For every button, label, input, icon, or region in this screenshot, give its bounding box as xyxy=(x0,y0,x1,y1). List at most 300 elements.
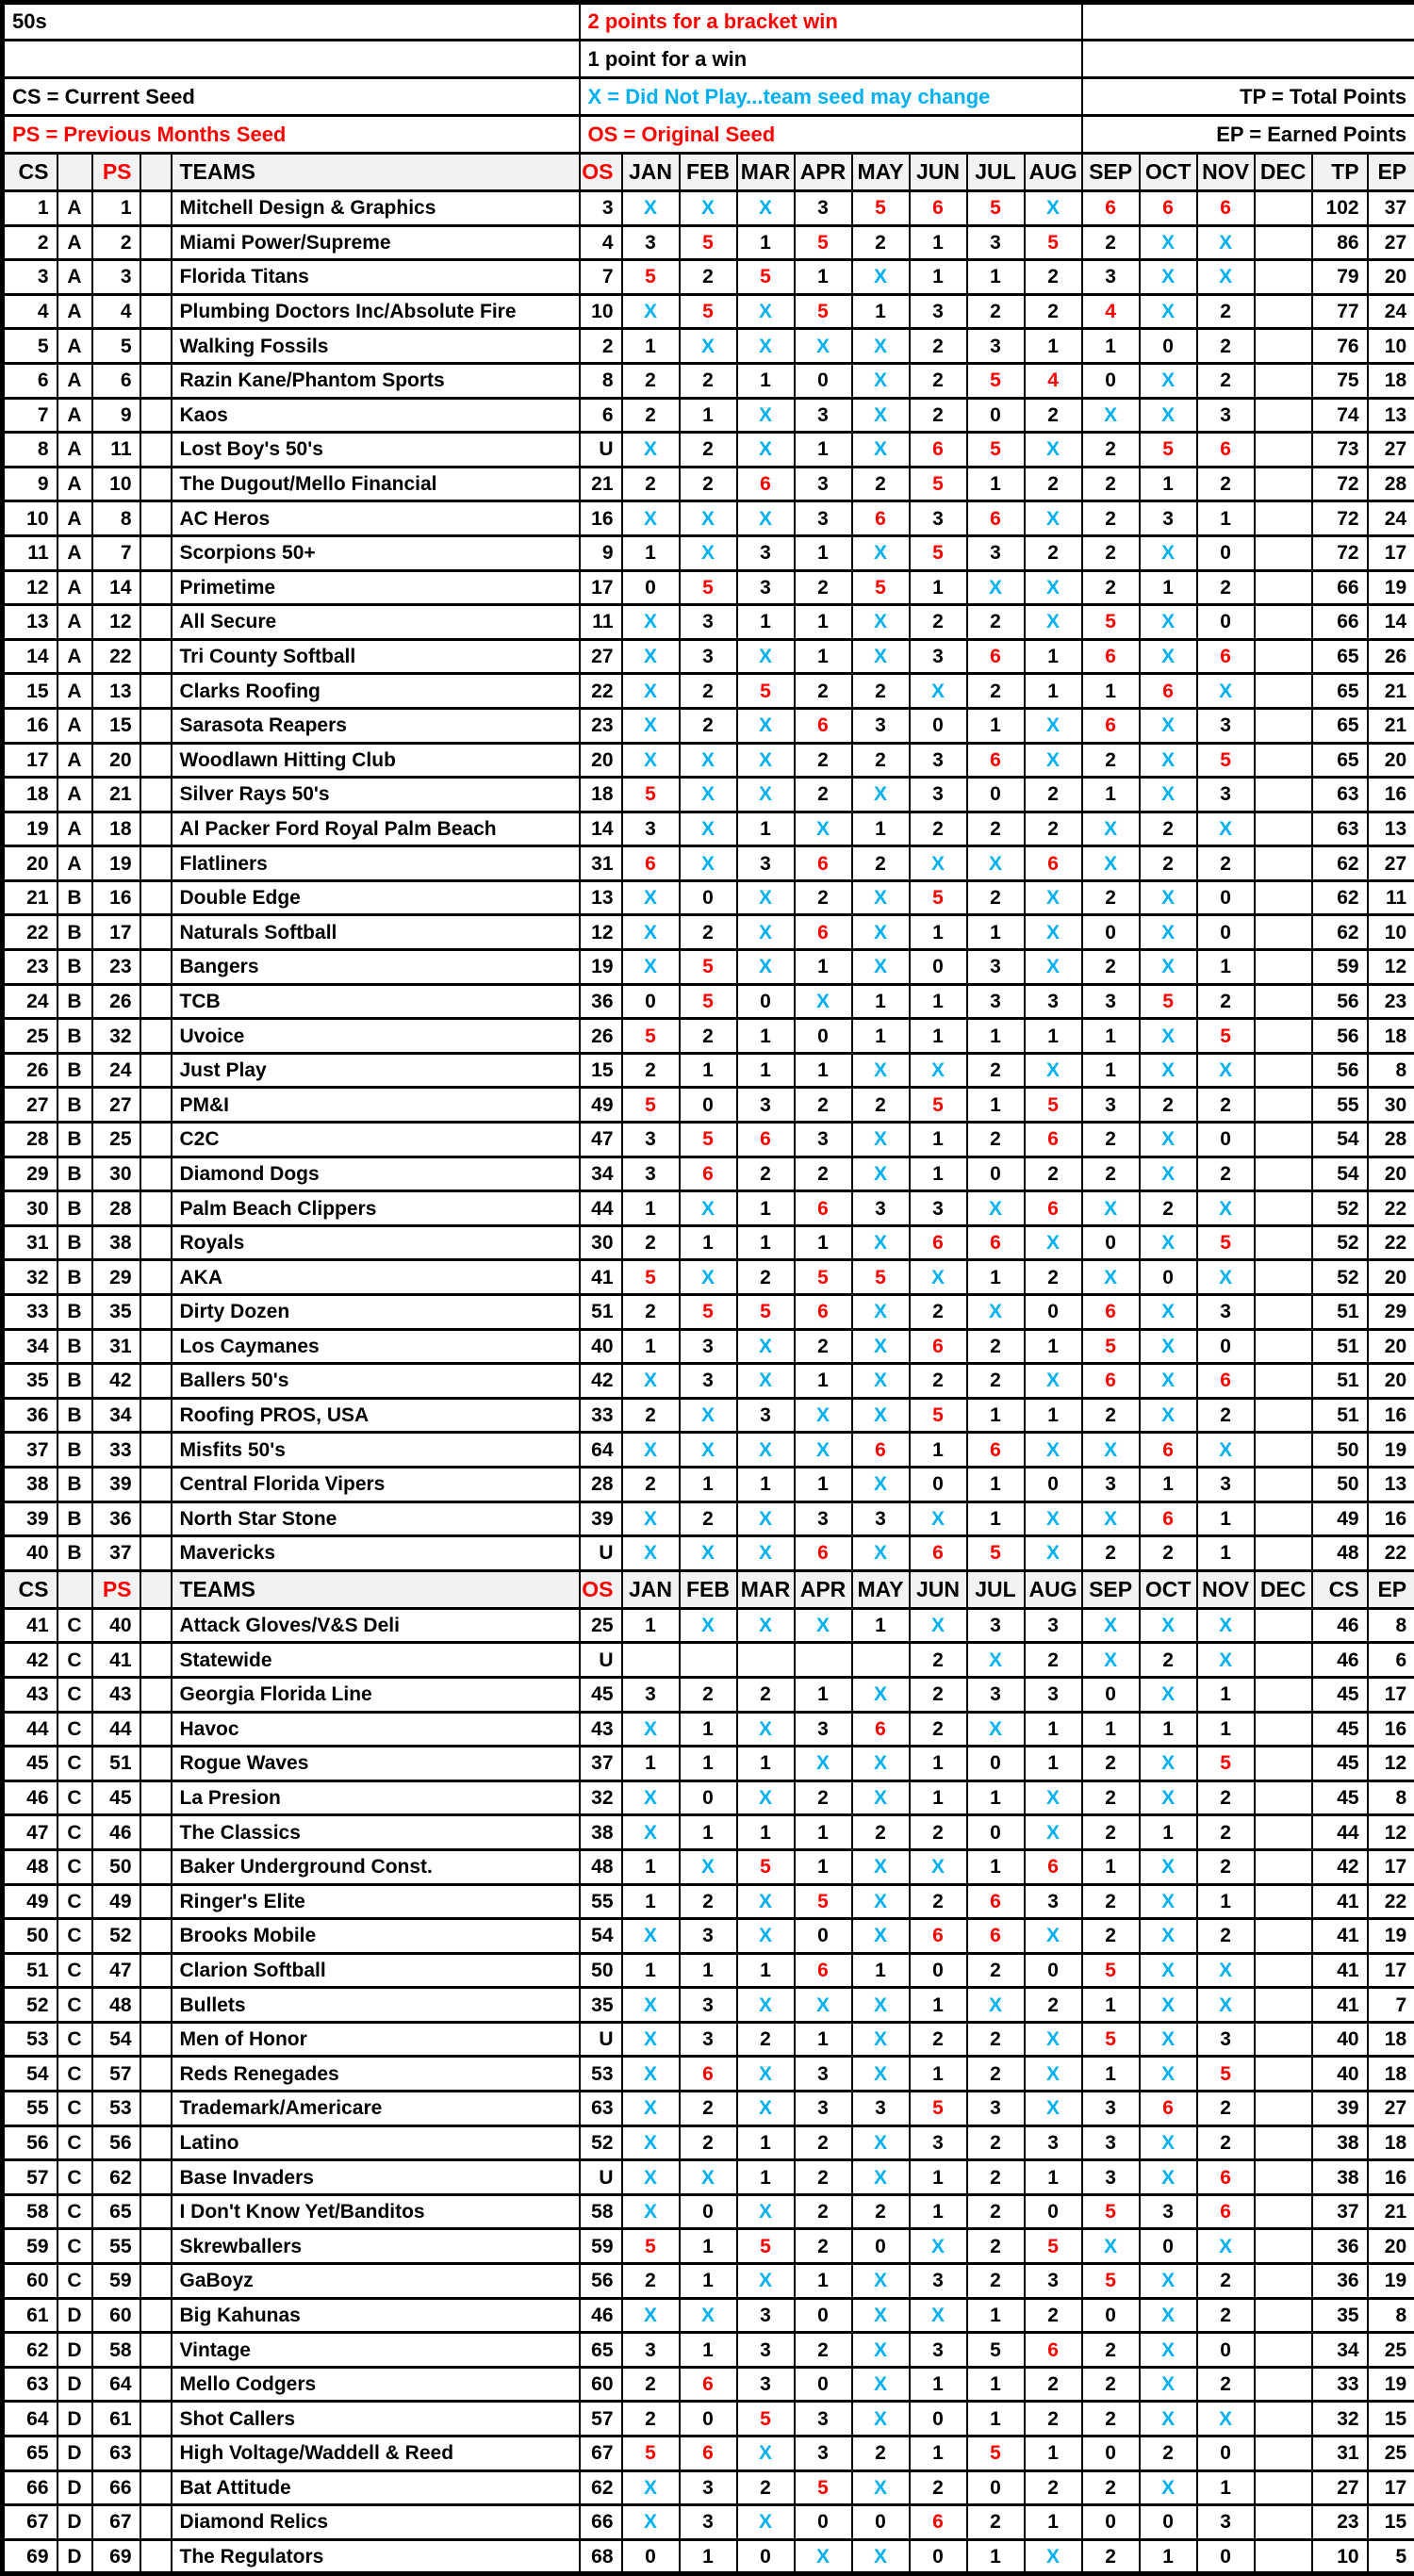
cell-month-mar: X xyxy=(737,433,795,468)
cell-month-apr: 1 xyxy=(795,2264,852,2299)
cell-month-may: X xyxy=(852,880,910,915)
cell-current-seed: 58 xyxy=(3,2194,58,2229)
cell-month-feb: 3 xyxy=(680,1919,737,1954)
cell-month-nov: 3 xyxy=(1197,398,1255,433)
cell-month-aug: 4 xyxy=(1025,363,1082,398)
cell-month-dec xyxy=(1255,467,1312,501)
cell-current-seed: 36 xyxy=(3,1398,58,1433)
cell-month-dec xyxy=(1255,260,1312,295)
cell-spacer xyxy=(140,1608,172,1643)
cell-month-jul: 5 xyxy=(967,363,1025,398)
cell-month-may: 5 xyxy=(852,191,910,226)
cell-month-feb: 1 xyxy=(680,1467,737,1501)
cell-previous-seed: 21 xyxy=(92,778,140,812)
cell-earned-points: 18 xyxy=(1368,1019,1414,1054)
team-row xyxy=(3,1919,1414,1954)
cell-month-dec xyxy=(1255,2437,1312,2471)
cell-month-jan: X xyxy=(622,433,680,468)
cell-month-dec xyxy=(1255,1467,1312,1501)
cell-month-jun: 2 xyxy=(910,1295,967,1330)
cell-month-oct: X xyxy=(1140,398,1197,433)
cell-original-seed: 42 xyxy=(580,1364,622,1399)
cell-month-may: X xyxy=(852,639,910,674)
cell-month-feb: 5 xyxy=(680,225,737,260)
cell-month-apr: 5 xyxy=(795,1884,852,1919)
team-row xyxy=(3,225,1414,260)
cell-month-jun: 1 xyxy=(910,260,967,295)
col-header-cs: CS xyxy=(3,1570,58,1608)
cell-month-dec xyxy=(1255,743,1312,778)
team-row xyxy=(3,398,1414,433)
cell-month-dec xyxy=(1255,1643,1312,1678)
cell-earned-points: 10 xyxy=(1368,915,1414,950)
cell-month-may: X xyxy=(852,2470,910,2505)
cell-month-mar: 5 xyxy=(737,2229,795,2264)
cell-month-jan: 1 xyxy=(622,1953,680,1988)
cell-month-sep: 5 xyxy=(1082,1329,1140,1364)
cell-month-may: X xyxy=(852,1780,910,1815)
cell-month-jan: 3 xyxy=(622,812,680,846)
cell-month-feb: 3 xyxy=(680,2505,737,2540)
cell-total-points: 40 xyxy=(1312,2057,1368,2092)
cell-current-seed: 22 xyxy=(3,915,58,950)
cell-month-feb: 2 xyxy=(680,2092,737,2126)
cell-total-points: 65 xyxy=(1312,743,1368,778)
cell-month-mar: X xyxy=(737,950,795,985)
cell-month-oct: 2 xyxy=(1140,1088,1197,1123)
cell-team-name: Sarasota Reapers xyxy=(172,708,580,743)
cell-month-jun: 1 xyxy=(910,1988,967,2023)
team-row xyxy=(3,1988,1414,2023)
col-header-oct: OCT xyxy=(1140,1570,1197,1608)
cell-earned-points: 19 xyxy=(1368,570,1414,605)
cell-month-mar: X xyxy=(737,1536,795,1571)
cell-month-mar: X xyxy=(737,1501,795,1536)
cell-previous-seed: 12 xyxy=(92,605,140,640)
cell-total-points: 36 xyxy=(1312,2229,1368,2264)
cell-month-dec xyxy=(1255,1364,1312,1399)
cell-previous-seed: 8 xyxy=(92,501,140,536)
cell-month-may: X xyxy=(852,363,910,398)
cell-team-name: Uvoice xyxy=(172,1019,580,1054)
cell-month-may: X xyxy=(852,398,910,433)
cell-current-seed: 12 xyxy=(3,570,58,605)
cell-month-jul: 1 xyxy=(967,2402,1025,2437)
cell-month-jan: 1 xyxy=(622,329,680,364)
cell-month-dec xyxy=(1255,2194,1312,2229)
cell-month-mar: X xyxy=(737,191,795,226)
cell-month-oct: 2 xyxy=(1140,812,1197,846)
cell-month-apr: 1 xyxy=(795,535,852,570)
cell-total-points: 75 xyxy=(1312,363,1368,398)
legend-blank-top-right xyxy=(1082,3,1414,41)
cell-month-feb: X xyxy=(680,778,737,812)
cell-month-mar: X xyxy=(737,2264,795,2299)
cell-current-seed: 3 xyxy=(3,260,58,295)
cell-month-jul: 2 xyxy=(967,605,1025,640)
cell-total-points: 34 xyxy=(1312,2333,1368,2368)
cell-original-seed: 4 xyxy=(580,225,622,260)
cell-month-jun: 5 xyxy=(910,880,967,915)
cell-total-points: 10 xyxy=(1312,2539,1368,2574)
cell-previous-seed: 38 xyxy=(92,1225,140,1260)
cell-month-nov: 1 xyxy=(1197,1677,1255,1712)
cell-month-aug: 2 xyxy=(1025,1643,1082,1678)
cell-month-may: X xyxy=(852,1123,910,1157)
cell-month-mar: 1 xyxy=(737,2125,795,2160)
cell-month-nov: 6 xyxy=(1197,191,1255,226)
cell-month-aug: 2 xyxy=(1025,812,1082,846)
cell-spacer xyxy=(140,2125,172,2160)
cell-team-name: All Secure xyxy=(172,605,580,640)
cell-original-seed: 18 xyxy=(580,778,622,812)
cell-month-nov: 5 xyxy=(1197,743,1255,778)
cell-current-seed: 31 xyxy=(3,1225,58,1260)
cell-month-apr: 5 xyxy=(795,225,852,260)
cell-previous-seed: 64 xyxy=(92,2367,140,2402)
cell-team-name: Base Invaders xyxy=(172,2160,580,2195)
cell-current-seed: 66 xyxy=(3,2470,58,2505)
cell-previous-seed: 30 xyxy=(92,1157,140,1191)
cell-month-nov: 5 xyxy=(1197,1019,1255,1054)
cell-month-jun: 1 xyxy=(910,1123,967,1157)
cell-team-name: Bat Attitude xyxy=(172,2470,580,2505)
cell-month-may: X xyxy=(852,535,910,570)
cell-month-feb: 1 xyxy=(680,2333,737,2368)
cell-month-jun: 6 xyxy=(910,1225,967,1260)
cell-month-jun: 6 xyxy=(910,433,967,468)
cell-month-dec xyxy=(1255,2229,1312,2264)
team-row xyxy=(3,1053,1414,1088)
cell-previous-seed: 55 xyxy=(92,2229,140,2264)
cell-month-oct: X xyxy=(1140,708,1197,743)
cell-month-feb: 1 xyxy=(680,398,737,433)
cell-total-points: 41 xyxy=(1312,1884,1368,1919)
cell-month-jun: 3 xyxy=(910,2125,967,2160)
cell-current-seed: 41 xyxy=(3,1608,58,1643)
cell-month-oct: X xyxy=(1140,1398,1197,1433)
cell-spacer xyxy=(140,1988,172,2023)
cell-month-dec xyxy=(1255,1157,1312,1191)
cell-month-oct: 3 xyxy=(1140,2194,1197,2229)
cell-month-aug: 1 xyxy=(1025,1019,1082,1054)
cell-earned-points: 18 xyxy=(1368,363,1414,398)
cell-month-feb: X xyxy=(680,535,737,570)
cell-month-mar: X xyxy=(737,501,795,536)
cell-month-oct: X xyxy=(1140,1295,1197,1330)
cell-original-seed: 14 xyxy=(580,812,622,846)
cell-month-aug: X xyxy=(1025,605,1082,640)
cell-month-jan: 5 xyxy=(622,2437,680,2471)
cell-month-dec xyxy=(1255,570,1312,605)
legend-blank-left xyxy=(3,41,580,78)
cell-month-jan: 3 xyxy=(622,1157,680,1191)
cell-month-jan: 5 xyxy=(622,778,680,812)
col-header-cs: CS xyxy=(1312,1570,1368,1608)
cell-division: C xyxy=(58,1919,92,1954)
cell-month-aug: X xyxy=(1025,2092,1082,2126)
cell-division: B xyxy=(58,1088,92,1123)
cell-month-aug: 1 xyxy=(1025,2505,1082,2540)
cell-total-points: 62 xyxy=(1312,915,1368,950)
cell-original-seed: 9 xyxy=(580,535,622,570)
cell-month-jul: 2 xyxy=(967,1953,1025,1988)
cell-previous-seed: 13 xyxy=(92,674,140,709)
cell-current-seed: 8 xyxy=(3,433,58,468)
col-header-dec: DEC xyxy=(1255,154,1312,191)
cell-month-jun: 1 xyxy=(910,1157,967,1191)
cell-month-sep: 2 xyxy=(1082,1536,1140,1571)
cell-division: A xyxy=(58,363,92,398)
cell-month-jan: X xyxy=(622,743,680,778)
cell-team-name: Central Florida Vipers xyxy=(172,1467,580,1501)
cell-month-jan: 2 xyxy=(622,2264,680,2299)
cell-month-oct: X xyxy=(1140,2367,1197,2402)
cell-team-name: TCB xyxy=(172,984,580,1019)
cell-total-points: 31 xyxy=(1312,2437,1368,2471)
cell-month-jan: 0 xyxy=(622,570,680,605)
team-row xyxy=(3,880,1414,915)
legend-tp-definition: TP = Total Points xyxy=(1082,78,1414,116)
cell-spacer xyxy=(140,915,172,950)
team-row xyxy=(3,812,1414,846)
cell-original-seed: 20 xyxy=(580,743,622,778)
cell-earned-points: 21 xyxy=(1368,2194,1414,2229)
cell-original-seed: 38 xyxy=(580,1815,622,1850)
cell-current-seed: 13 xyxy=(3,605,58,640)
cell-earned-points: 19 xyxy=(1368,2264,1414,2299)
cell-earned-points: 17 xyxy=(1368,1953,1414,1988)
cell-earned-points: 22 xyxy=(1368,1536,1414,1571)
team-row xyxy=(3,2505,1414,2540)
cell-month-dec xyxy=(1255,1815,1312,1850)
cell-month-jan: 3 xyxy=(622,2333,680,2368)
cell-month-aug: 1 xyxy=(1025,2160,1082,2195)
cell-month-dec xyxy=(1255,1019,1312,1054)
col-header-apr: APR xyxy=(795,1570,852,1608)
cell-original-seed: 59 xyxy=(580,2229,622,2264)
legend-blank-right xyxy=(1082,41,1414,78)
cell-month-jan: 2 xyxy=(622,1398,680,1433)
cell-original-seed: 17 xyxy=(580,570,622,605)
cell-earned-points: 27 xyxy=(1368,846,1414,881)
cell-month-jan: X xyxy=(622,1364,680,1399)
cell-month-may: X xyxy=(852,1536,910,1571)
cell-month-dec xyxy=(1255,2125,1312,2160)
cell-month-mar: X xyxy=(737,1712,795,1747)
cell-month-may: X xyxy=(852,2125,910,2160)
cell-month-feb: X xyxy=(680,2298,737,2333)
cell-month-jun: 0 xyxy=(910,2539,967,2574)
cell-team-name: Double Edge xyxy=(172,880,580,915)
col-header-ps: PS xyxy=(92,1570,140,1608)
cell-team-name: Clarks Roofing xyxy=(172,674,580,709)
cell-earned-points: 37 xyxy=(1368,191,1414,226)
cell-original-seed: 33 xyxy=(580,1398,622,1433)
cell-earned-points: 13 xyxy=(1368,398,1414,433)
cell-month-may: 1 xyxy=(852,1953,910,1988)
cell-month-mar: 3 xyxy=(737,2367,795,2402)
cell-month-jul: 1 xyxy=(967,2367,1025,2402)
cell-month-jan: X xyxy=(622,501,680,536)
cell-spacer xyxy=(140,570,172,605)
cell-previous-seed: 39 xyxy=(92,1467,140,1501)
team-row xyxy=(3,1225,1414,1260)
cell-month-feb: 5 xyxy=(680,1123,737,1157)
cell-total-points: 54 xyxy=(1312,1123,1368,1157)
column-header-row-mid xyxy=(3,1570,1414,1608)
cell-team-name: GaBoyz xyxy=(172,2264,580,2299)
cell-month-nov: 2 xyxy=(1197,2264,1255,2299)
cell-month-jun: 2 xyxy=(910,2470,967,2505)
cell-month-dec xyxy=(1255,915,1312,950)
cell-month-apr: 0 xyxy=(795,2298,852,2333)
cell-current-seed: 55 xyxy=(3,2092,58,2126)
cell-month-mar: 1 xyxy=(737,1053,795,1088)
cell-month-sep: 4 xyxy=(1082,294,1140,329)
cell-month-dec xyxy=(1255,639,1312,674)
cell-original-seed: 67 xyxy=(580,2437,622,2471)
cell-month-may: X xyxy=(852,915,910,950)
cell-previous-seed: 62 xyxy=(92,2160,140,2195)
cell-month-oct: X xyxy=(1140,2160,1197,2195)
cell-month-nov: X xyxy=(1197,2229,1255,2264)
cell-month-dec xyxy=(1255,225,1312,260)
cell-month-jun: 2 xyxy=(910,812,967,846)
cell-month-sep: 0 xyxy=(1082,915,1140,950)
cell-spacer xyxy=(140,2437,172,2471)
cell-month-feb: 1 xyxy=(680,1053,737,1088)
cell-month-jul: 2 xyxy=(967,1329,1025,1364)
cell-current-seed: 53 xyxy=(3,2022,58,2057)
cell-month-oct: X xyxy=(1140,915,1197,950)
cell-month-apr: 3 xyxy=(795,1123,852,1157)
cell-month-aug: 6 xyxy=(1025,846,1082,881)
cell-month-jan: X xyxy=(622,2298,680,2333)
cell-month-may: 2 xyxy=(852,1815,910,1850)
cell-month-may: X xyxy=(852,260,910,295)
cell-month-nov: 0 xyxy=(1197,1329,1255,1364)
cell-division: D xyxy=(58,2505,92,2540)
cell-month-dec xyxy=(1255,363,1312,398)
cell-month-nov: 3 xyxy=(1197,1467,1255,1501)
cell-month-nov: X xyxy=(1197,2402,1255,2437)
cell-earned-points: 20 xyxy=(1368,260,1414,295)
cell-month-mar: 1 xyxy=(737,1467,795,1501)
cell-current-seed: 19 xyxy=(3,812,58,846)
cell-month-sep: 0 xyxy=(1082,2298,1140,2333)
cell-division: B xyxy=(58,950,92,985)
cell-spacer xyxy=(140,1536,172,1571)
cell-month-oct: X xyxy=(1140,1919,1197,1954)
cell-month-mar: X xyxy=(737,708,795,743)
cell-month-feb: 0 xyxy=(680,1088,737,1123)
cell-total-points: 50 xyxy=(1312,1433,1368,1468)
cell-month-jun: 2 xyxy=(910,329,967,364)
cell-month-mar: X xyxy=(737,2092,795,2126)
team-row xyxy=(3,1953,1414,1988)
cell-previous-seed: 2 xyxy=(92,225,140,260)
cell-month-sep: X xyxy=(1082,398,1140,433)
cell-month-jul: X xyxy=(967,570,1025,605)
cell-month-may: X xyxy=(852,1747,910,1781)
cell-month-feb: 1 xyxy=(680,1953,737,1988)
cell-month-mar: X xyxy=(737,639,795,674)
cell-total-points: 38 xyxy=(1312,2125,1368,2160)
cell-month-nov: 0 xyxy=(1197,2333,1255,2368)
cell-month-apr: 1 xyxy=(795,1467,852,1501)
cell-month-jan: X xyxy=(622,2470,680,2505)
cell-month-oct: X xyxy=(1140,363,1197,398)
cell-original-seed: 36 xyxy=(580,984,622,1019)
cell-division: D xyxy=(58,2367,92,2402)
cell-month-aug: X xyxy=(1025,950,1082,985)
cell-month-sep: 2 xyxy=(1082,2333,1140,2368)
cell-earned-points: 29 xyxy=(1368,1295,1414,1330)
cell-current-seed: 15 xyxy=(3,674,58,709)
cell-month-feb: 6 xyxy=(680,2057,737,2092)
legend-ps-definition: PS = Previous Months Seed xyxy=(3,116,580,154)
cell-month-oct: X xyxy=(1140,1884,1197,1919)
cell-previous-seed: 6 xyxy=(92,363,140,398)
cell-month-jan: 0 xyxy=(622,984,680,1019)
cell-month-may: X xyxy=(852,1677,910,1712)
cell-month-dec xyxy=(1255,1088,1312,1123)
cell-month-feb: X xyxy=(680,329,737,364)
cell-month-oct: X xyxy=(1140,639,1197,674)
cell-month-aug: X xyxy=(1025,1053,1082,1088)
cell-previous-seed: 69 xyxy=(92,2539,140,2574)
cell-current-seed: 63 xyxy=(3,2367,58,2402)
cell-month-feb: 1 xyxy=(680,1225,737,1260)
cell-month-mar xyxy=(737,1643,795,1678)
cell-spacer xyxy=(140,2298,172,2333)
cell-month-feb: 5 xyxy=(680,570,737,605)
legend-row-3 xyxy=(3,78,1414,116)
cell-month-aug: 1 xyxy=(1025,2437,1082,2471)
team-row xyxy=(3,1157,1414,1191)
cell-previous-seed: 22 xyxy=(92,639,140,674)
cell-month-jan: 1 xyxy=(622,1747,680,1781)
cell-previous-seed: 3 xyxy=(92,260,140,295)
team-row xyxy=(3,1884,1414,1919)
cell-original-seed: 37 xyxy=(580,1747,622,1781)
cell-month-mar: 3 xyxy=(737,2298,795,2333)
cell-previous-seed: 51 xyxy=(92,1747,140,1781)
cell-team-name: North Star Stone xyxy=(172,1501,580,1536)
cell-total-points: 23 xyxy=(1312,2505,1368,2540)
cell-month-jan: 0 xyxy=(622,2539,680,2574)
cell-current-seed: 46 xyxy=(3,1780,58,1815)
cell-total-points: 27 xyxy=(1312,2470,1368,2505)
cell-month-jul: 0 xyxy=(967,2470,1025,2505)
cell-month-nov: 2 xyxy=(1197,2125,1255,2160)
cell-month-nov: 0 xyxy=(1197,535,1255,570)
cell-team-name: Scorpions 50+ xyxy=(172,535,580,570)
cell-month-jun: 3 xyxy=(910,501,967,536)
cell-division: D xyxy=(58,2437,92,2471)
team-row xyxy=(3,1747,1414,1781)
cell-month-jul: X xyxy=(967,1712,1025,1747)
cell-month-jul: 3 xyxy=(967,225,1025,260)
col-header-nov: NOV xyxy=(1197,1570,1255,1608)
cell-current-seed: 67 xyxy=(3,2505,58,2540)
cell-month-feb: X xyxy=(680,191,737,226)
cell-month-apr: 2 xyxy=(795,1088,852,1123)
cell-original-seed: U xyxy=(580,1643,622,1678)
col-header-ps: PS xyxy=(92,154,140,191)
cell-division: C xyxy=(58,1953,92,1988)
